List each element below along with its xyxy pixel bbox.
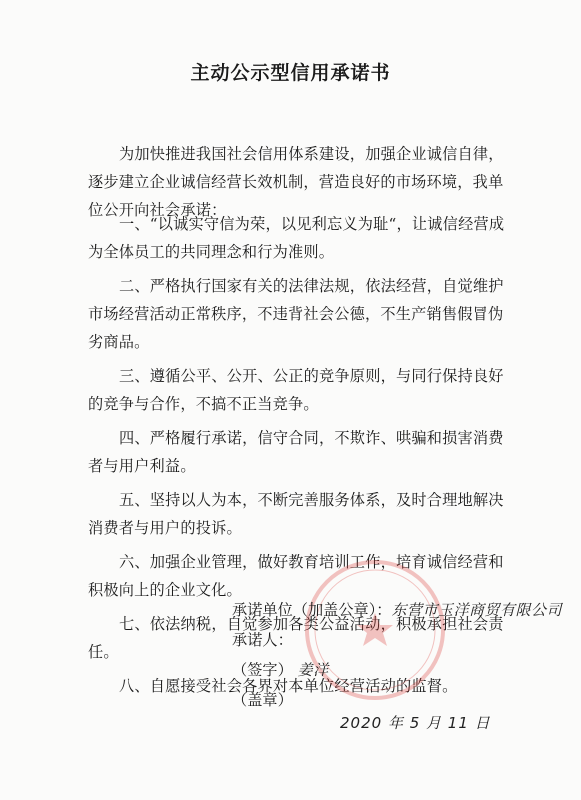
document-date: 2020 年 5 月 11 日 bbox=[340, 714, 491, 732]
unit-label: 承诺单位（加盖公章）： bbox=[232, 601, 392, 619]
signature-block bbox=[232, 595, 562, 715]
clause-5: 五、坚持以人为本，不断完善服务体系，及时合理地解决消费者与用户的投诉。 bbox=[88, 491, 504, 537]
clause-8: 八、自愿接受社会各界对本单位经营活动的监督。 bbox=[119, 677, 458, 695]
stamp-label: （盖章） bbox=[232, 691, 293, 709]
clause-4: 四、严格履行承诺，信守合同，不欺诈、哄骗和损害消费者与用户利益。 bbox=[88, 429, 504, 475]
unit-handwritten-name: 东营市玉洋商贸有限公司 bbox=[391, 601, 562, 619]
sign-row bbox=[232, 655, 562, 685]
clause-2: 二、严格执行国家有关的法律法规，依法经营，自觉维护市场经营活动正常秩序，不违背社会公德，不生产销售假冒伪劣商品。 bbox=[88, 277, 504, 351]
document-title: 主动公示型信用承诺书 bbox=[190, 62, 391, 84]
unit-row bbox=[232, 595, 562, 625]
stamp-row bbox=[232, 685, 562, 715]
person-row bbox=[232, 625, 562, 655]
intro-text: 为加快推进我国社会信用体系建设，加强企业诚信自律，逐步建立企业诚信经营长效机制，营造良好的市场环境，我单位公开向社会承诺： bbox=[88, 145, 504, 219]
clause-6: 六、加强企业管理，做好教育培训工作，培育诚信经营和积极向上的企业文化。 bbox=[88, 553, 504, 599]
clause-7: 七、依法纳税，自觉参加各类公益活动，积极承担社会责任。 bbox=[88, 615, 504, 661]
person-label: 承诺人： bbox=[232, 631, 293, 649]
clause-1: 一、“以诚实守信为荣，以见利忘义为耻“，让诚信经营成为全体员工的共同理念和行为准则。 bbox=[88, 215, 505, 261]
sign-label: （签字） bbox=[232, 661, 293, 679]
clause-3: 三、遵循公平、公开、公正的竞争原则，与同行保持良好的竞争与合作，不搞不正当竞争。 bbox=[88, 367, 504, 413]
handwritten-signature: 姜洋 bbox=[297, 661, 329, 679]
